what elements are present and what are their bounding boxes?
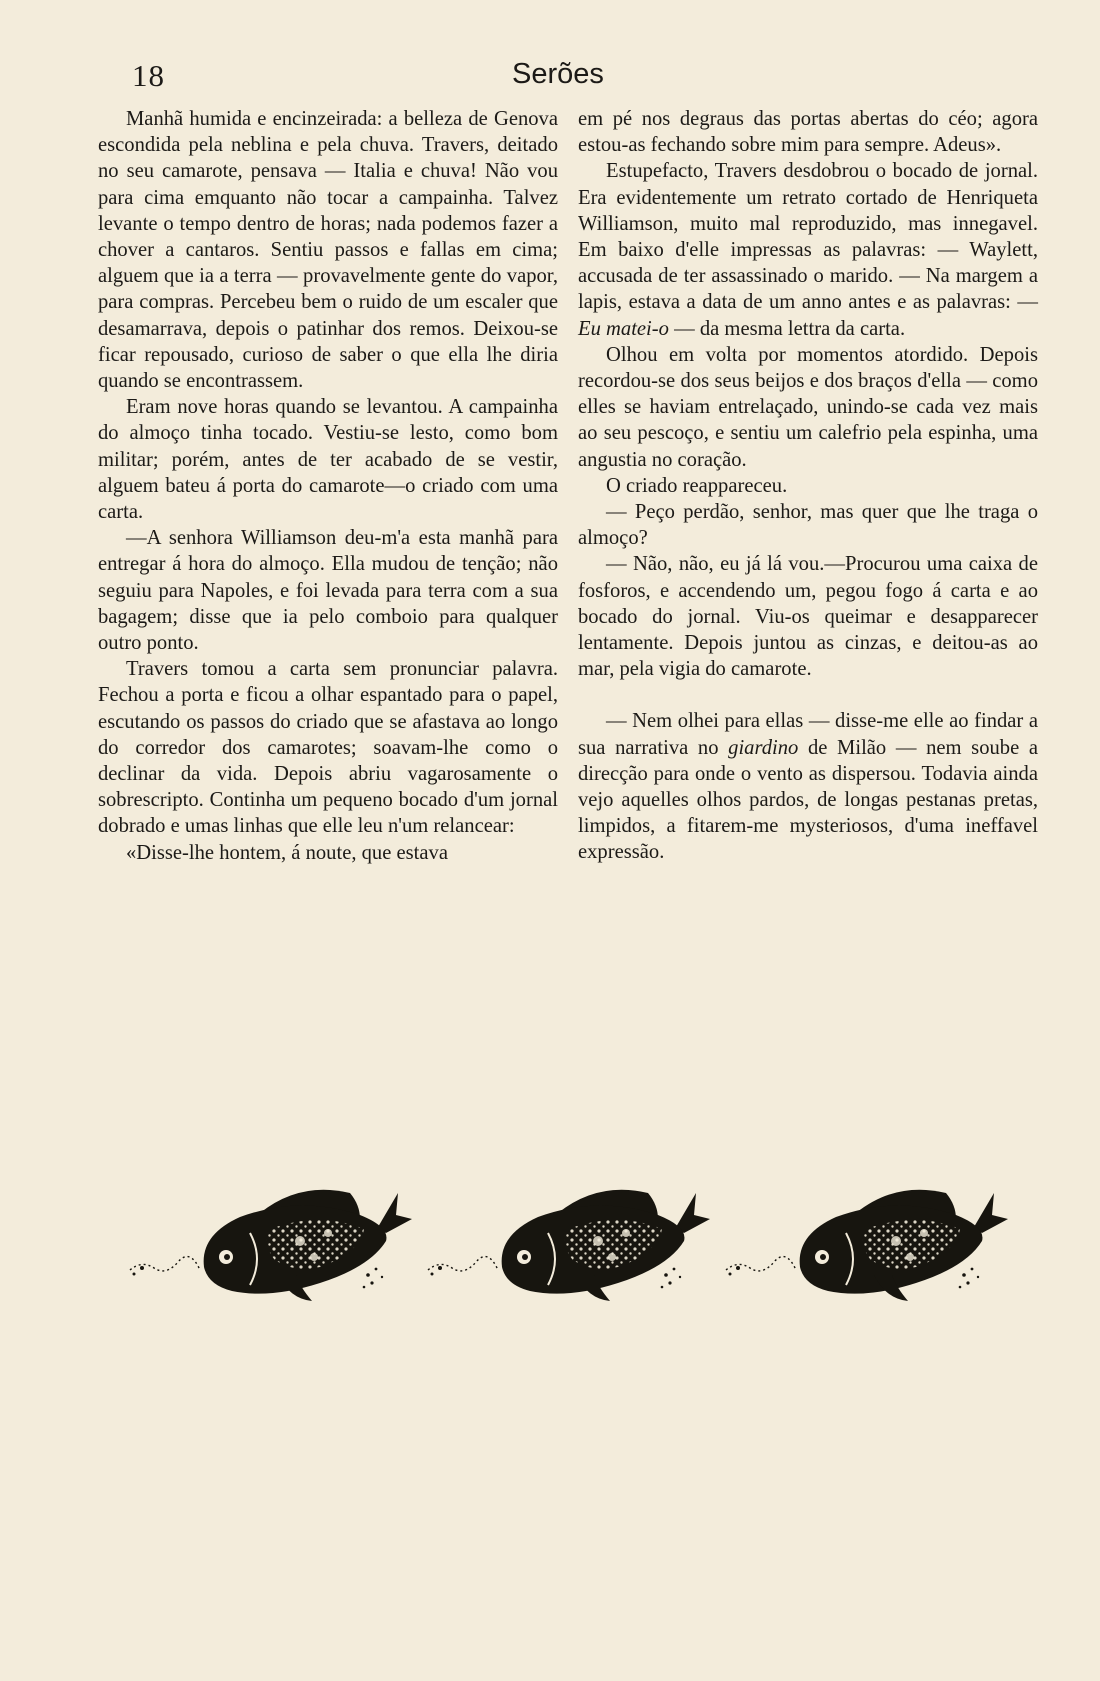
paragraph: Manhã humida e encinzeirada: a belleza de Genova escondida pela neblina e pela chuva. Travers, deitado no seu camarote, pensava — Italia e chuva! Não vou para cima emquanto não tocar a campainha. Talvez levante o tempo dentro de horas; nada podemos fazer a chover a cantaros. Sentiu passos e fallas em cima; alguem que ia a terra — provavelmente gente do vapor, para compras. Percebeu bem o ruido de um escaler que desamarrava, depois o patinhar dos remos. Deixou-se ficar repousado, curioso de saber o que ella lhe diria quando se encontrassem. bbox=[98, 108, 558, 393]
paragraph: em pé nos degraus das portas abertas do céo; agora estou-as fechando sobre mim para sempre. Adeus». bbox=[578, 108, 1038, 157]
italic-text: giardino bbox=[728, 736, 799, 759]
fish-icon bbox=[428, 1190, 710, 1301]
paragraph: Eram nove horas quando se levantou. A campainha do almoço tinha tocado. Vestiu-se lesto, como bom militar; porém, antes de ter acabado de se vestir, alguem bateu á porta do camarote—o criado com uma carta. bbox=[98, 396, 558, 524]
paragraph: Travers tomou a carta sem pronunciar palavra. Fechou a porta e ficou a olhar espantado para o papel, escutando os passos do criado que se afastava ao longo do corredor dos camarotes; soavam-lhe como o declinar da vida. Depois abriu vagarosamente o sobrescripto. Continha um pequeno bocado d'um jornal dobrado e umas linhas que elle leu n'um relancear: bbox=[98, 658, 558, 838]
running-title: Serões bbox=[512, 58, 604, 90]
fish-ornament bbox=[120, 1175, 1020, 1325]
text-run: de Milão — nem soube a direcção para onde o vento as dispersou. Todavia ainda vejo aquelles olhos pardos, de longas pestanas pretas, limpidos, a fitarem-me mysteriosos, d'uma ineffavel expressão. bbox=[578, 736, 1038, 864]
italic-text: Eu matei-o bbox=[578, 317, 669, 340]
paragraph bbox=[578, 708, 1038, 865]
right-column bbox=[578, 106, 1038, 866]
left-column bbox=[98, 106, 558, 866]
paragraph: Olhou em volta por momentos atordido. Depois recordou-se dos seus beijos e dos braços d'ella — como elles se haviam entrelaçado, unindo-se cada vez mais ao seu pescoço, e sentiu um calefrio pela espinha, uma angustia no coração. bbox=[578, 343, 1038, 471]
paragraph bbox=[578, 158, 1038, 341]
fish-icon bbox=[130, 1190, 412, 1301]
paragraph: —A senhora Williamson deu-m'a esta manhã para entregar á hora do almoço. Ella mudou de tenção; não seguiu para Napoles, e foi levada para terra com a sua bagagem; disse que ia pelo comboio para qualquer outro ponto. bbox=[98, 527, 558, 655]
fish-icon bbox=[726, 1190, 1008, 1301]
three-fish-vignette-icon bbox=[120, 1175, 1020, 1325]
text-run: Estupefacto, Travers desdobrou o bocado de jornal. Era evidentemente um retrato cortado de Henriqueta Williamson, muito mal reproduzido, mas innegavel. Em baixo d'elle impressas as palavras: — Waylett, accusada de ter assassinado o marido. — Na margem a lapis, estava a data de um anno antes e as palavras: — bbox=[578, 160, 1038, 314]
paragraph: O criado reappareceu. bbox=[606, 474, 788, 497]
text-run: — Nem olhei para ellas — disse-me elle ao findar a sua narrativa no bbox=[578, 710, 1038, 759]
page-number: 18 bbox=[132, 58, 165, 93]
paragraph: — Peço perdão, senhor, mas quer que lhe traga o almoço? bbox=[578, 501, 1038, 550]
paragraph: «Disse-lhe hontem, á noute, que estava bbox=[126, 841, 448, 864]
paragraph: — Não, não, eu já lá vou.—Procurou uma caixa de fosforos, e accendendo um, pegou fogo á carta e ao bocado do jornal. Viu-os queimar e desapparecer lentamente. Depois juntou as cinzas, e deitou-as ao mar, pela vigia do camarote. bbox=[578, 553, 1038, 681]
text-run: — da mesma lettra da carta. bbox=[674, 317, 906, 340]
